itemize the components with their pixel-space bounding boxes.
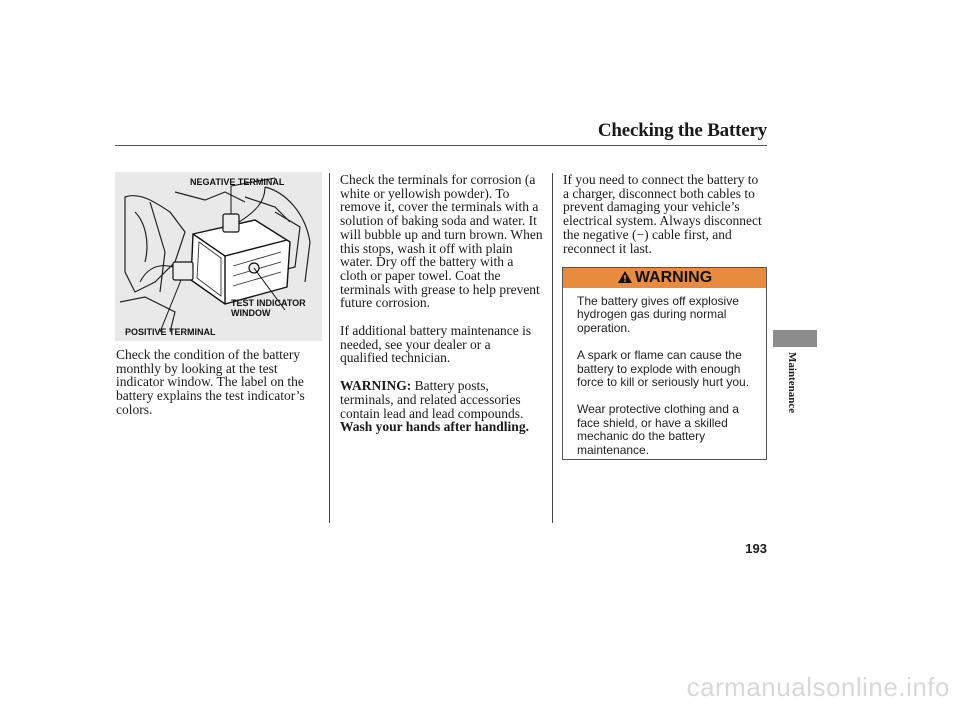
- section-tab-label: Maintenance: [786, 352, 798, 414]
- section-tab: [773, 330, 817, 347]
- lead-warning-paragraph: [340, 379, 550, 434]
- text-line: qualified technician.: [340, 350, 451, 366]
- label-test-indicator-window: WINDOW: [231, 308, 271, 318]
- text-line: indicator window. The label on the: [116, 374, 304, 390]
- text-line: this stops, wash it off with plain: [340, 240, 513, 256]
- warning-body: [563, 288, 766, 457]
- text-line: terminals, and related accessories: [340, 391, 521, 407]
- wash-hands-notice: Wash your hands after handling.: [340, 419, 529, 435]
- corrosion-paragraph: [340, 173, 550, 310]
- battery-illustration: [115, 172, 322, 341]
- text-line: Wear protective clothing and a: [577, 402, 739, 417]
- text-line: electrical system. Always disconnect: [563, 213, 762, 229]
- text-line: If additional battery maintenance is: [340, 323, 532, 339]
- column-divider-1: [329, 173, 330, 523]
- page-title: Checking the Battery: [597, 120, 767, 141]
- text-line: face shield, or have a skilled: [577, 415, 728, 430]
- column-3-text: [563, 173, 773, 255]
- text-line: solution of baking soda and water. It: [340, 213, 537, 229]
- label-positive-terminal: POSITIVE TERMINAL: [125, 327, 216, 337]
- text-line: The battery gives off explosive: [577, 294, 739, 308]
- text-line: colors.: [116, 401, 153, 417]
- text-line: force to kill or seriously hurt you.: [577, 375, 750, 390]
- text-line: operation.: [577, 320, 631, 335]
- column-divider-2: [552, 173, 553, 523]
- column-2-text: [340, 173, 550, 448]
- text-line: Check the condition of the battery: [116, 347, 301, 362]
- text-line: prevent damaging your vehicle’s: [563, 199, 740, 215]
- text-line: A spark or flame can cause the: [577, 348, 742, 363]
- text-line: the negative (−) cable first, and: [563, 226, 732, 242]
- warning-header-text: WARNING: [634, 269, 713, 286]
- text-line: needed, see your dealer or a: [340, 336, 491, 352]
- page-number: 193: [745, 541, 767, 556]
- text-line: cloth or paper towel. Coat the: [340, 267, 501, 283]
- text-line: remove it, cover the terminals with a: [340, 199, 539, 215]
- title-rule: [115, 145, 767, 146]
- label-negative-terminal: NEGATIVE TERMINAL: [190, 177, 285, 187]
- battery-drawing: [115, 172, 322, 341]
- maintenance-paragraph: [340, 324, 550, 365]
- warning-triangle-icon: [617, 270, 633, 290]
- text-line: reconnect it last.: [563, 240, 652, 256]
- text-line: maintenance.: [577, 442, 650, 457]
- text-line: monthly by looking at the test: [116, 360, 278, 376]
- text-line: hydrogen gas during normal: [577, 307, 727, 322]
- text-line: water. Dry off the battery with a: [340, 254, 514, 270]
- warning-box: [562, 267, 767, 460]
- text-line: contain lead and lead compounds.: [340, 405, 524, 421]
- text-line: battery to explode with enough: [577, 361, 741, 376]
- text-line: will bubble up and turn brown. When: [340, 226, 543, 242]
- warning-paragraph: [577, 349, 756, 389]
- column-1-text: [116, 348, 326, 417]
- text-line: battery explains the test indicator’s: [116, 388, 305, 404]
- text-line: mechanic do the battery: [577, 429, 706, 444]
- text-line: Check the terminals for corrosion (a: [340, 172, 536, 187]
- text-line: future corrosion.: [340, 295, 430, 311]
- text-line: [340, 379, 550, 393]
- text-line: a charger, disconnect both cables to: [563, 185, 755, 201]
- warning-label: WARNING:: [340, 378, 412, 394]
- warning-header: [563, 268, 766, 288]
- label-test-indicator: TEST INDICATOR: [231, 298, 306, 308]
- watermark: carmanualsonline.info: [686, 672, 950, 702]
- warning-paragraph: [577, 403, 756, 457]
- text-span: Battery posts,: [414, 378, 489, 394]
- text-line: If you need to connect the battery to: [563, 172, 759, 187]
- text-line: white or yellowish powder). To: [340, 185, 510, 201]
- text-line: terminals with grease to help prevent: [340, 281, 540, 297]
- warning-paragraph: [577, 295, 756, 335]
